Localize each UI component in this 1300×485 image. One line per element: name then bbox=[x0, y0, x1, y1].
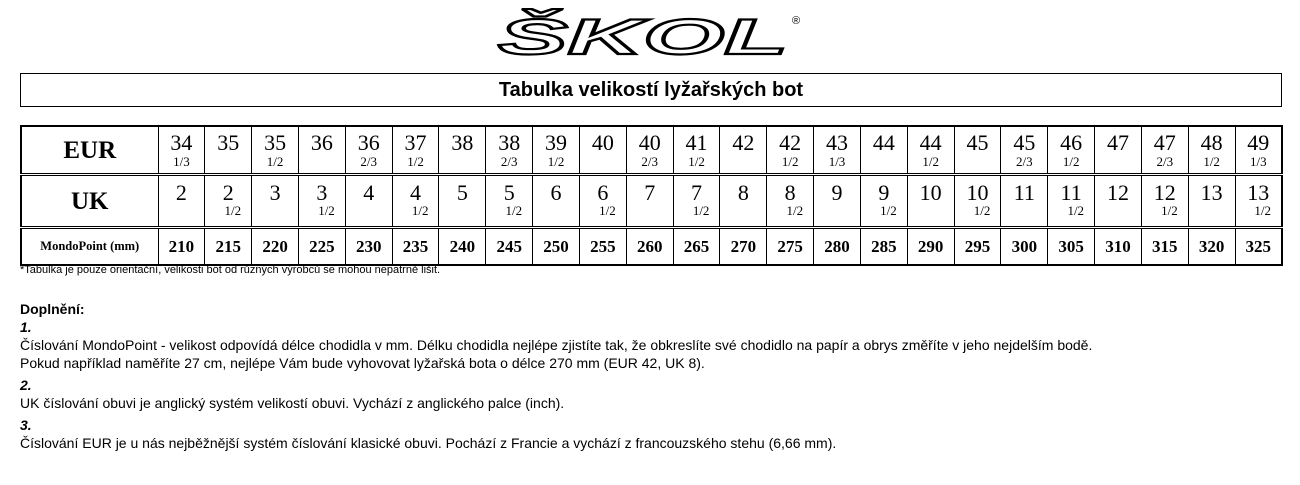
uk-size-whole: 13 bbox=[1200, 180, 1223, 205]
eur-size-cell bbox=[205, 126, 252, 175]
uk-size-fraction: 1/2 bbox=[318, 203, 335, 218]
uk-size-fraction: 1/2 bbox=[786, 203, 804, 218]
uk-row bbox=[21, 175, 1282, 228]
eur-row bbox=[21, 126, 1282, 175]
uk-size-cell bbox=[1001, 175, 1048, 228]
eur-size-fraction: 1/2 bbox=[547, 154, 565, 169]
row-label-uk: UK bbox=[21, 175, 158, 228]
eur-size-cell bbox=[814, 126, 861, 175]
mondopoint-cell: 245 bbox=[486, 228, 533, 266]
mondopoint-cell: 240 bbox=[439, 228, 486, 266]
mondopoint-cell: 280 bbox=[814, 228, 861, 266]
uk-size-cell bbox=[439, 175, 486, 228]
eur-size-whole: 37 bbox=[404, 130, 427, 155]
eur-size-fraction: 2/3 bbox=[1016, 154, 1033, 169]
uk-size-cell bbox=[1141, 175, 1188, 228]
addendum-item-text: Pokud například naměříte 27 cm, nejlépe Vám bude vyhovovat lyžařská bota o délce 270 mm (EUR 42, UK 8). bbox=[20, 355, 705, 371]
mondopoint-cell: 215 bbox=[205, 228, 252, 266]
uk-size-cell bbox=[533, 175, 580, 228]
uk-size-cell bbox=[907, 175, 954, 228]
mondopoint-cell: 295 bbox=[954, 228, 1001, 266]
uk-size-cell bbox=[1048, 175, 1095, 228]
uk-size-whole: 4 bbox=[363, 180, 375, 205]
eur-size-cell bbox=[954, 126, 1001, 175]
registered-mark: ® bbox=[792, 15, 801, 27]
eur-size-cell bbox=[392, 126, 439, 175]
addendum-item bbox=[20, 376, 1282, 416]
eur-size-whole: 42 bbox=[732, 130, 755, 155]
uk-size-cell bbox=[158, 175, 205, 228]
mondopoint-cell: 310 bbox=[1095, 228, 1142, 266]
eur-size-whole: 42 bbox=[779, 130, 802, 155]
row-label-eur: EUR bbox=[21, 126, 158, 175]
addendum-item-number: 1. bbox=[20, 319, 32, 335]
uk-size-whole: 3 bbox=[269, 180, 281, 205]
eur-size-cell bbox=[439, 126, 486, 175]
uk-size-fraction: 1/2 bbox=[1067, 203, 1085, 218]
uk-size-cell bbox=[954, 175, 1001, 228]
uk-size-cell bbox=[814, 175, 861, 228]
eur-size-whole: 35 bbox=[264, 130, 287, 155]
eur-size-whole: 38 bbox=[451, 130, 474, 155]
uk-size-cell bbox=[579, 175, 626, 228]
uk-size-whole: 8 bbox=[784, 180, 796, 205]
eur-size-fraction: 1/2 bbox=[781, 154, 799, 169]
eur-size-whole: 40 bbox=[591, 130, 614, 155]
uk-size-cell bbox=[486, 175, 533, 228]
mondopoint-cell: 210 bbox=[158, 228, 205, 266]
eur-size-fraction: 2/3 bbox=[1156, 154, 1174, 169]
mondopoint-cell: 225 bbox=[298, 228, 345, 266]
eur-size-cell bbox=[1048, 126, 1095, 175]
size-table bbox=[20, 125, 1283, 266]
addendum-item-text: Číslování MondoPoint - velikost odpovídá délce chodidla v mm. Délku chodidla nejlépe zjistíte tak, že obkreslíte své chodidlo na papír a obrys změříte v jeho nejdelším bodě. bbox=[20, 337, 1093, 353]
eur-size-fraction: 2/3 bbox=[500, 154, 518, 169]
addendum-item-text: UK číslování obuvi je anglický systém velikostí obuvi. Vychází z anglického palce (inch). bbox=[20, 395, 565, 411]
eur-size-fraction: 1/2 bbox=[407, 154, 424, 169]
eur-size-whole: 45 bbox=[1013, 130, 1036, 155]
eur-size-cell bbox=[1235, 126, 1282, 175]
uk-size-whole: 7 bbox=[644, 180, 656, 205]
uk-size-whole: 6 bbox=[597, 180, 609, 205]
mondopoint-cell: 320 bbox=[1188, 228, 1235, 266]
page-title: Tabulka velikostí lyžařských bot bbox=[20, 73, 1282, 107]
uk-size-cell bbox=[392, 175, 439, 228]
mondopoint-cell: 220 bbox=[252, 228, 299, 266]
uk-size-fraction: 1/2 bbox=[599, 203, 616, 218]
mondopoint-cell: 290 bbox=[907, 228, 954, 266]
addendum-item-number: 2. bbox=[20, 377, 32, 393]
mondopoint-cell: 255 bbox=[579, 228, 626, 266]
eur-size-cell bbox=[1188, 126, 1235, 175]
uk-size-whole: 3 bbox=[316, 180, 328, 205]
eur-size-whole: 47 bbox=[1153, 130, 1176, 155]
mondopoint-row bbox=[21, 228, 1282, 266]
eur-size-fraction: 2/3 bbox=[360, 154, 378, 169]
addendum-heading: Doplnění: bbox=[20, 301, 85, 317]
uk-size-whole: 7 bbox=[691, 180, 703, 205]
mondopoint-cell: 285 bbox=[860, 228, 907, 266]
eur-size-cell bbox=[767, 126, 814, 175]
eur-size-whole: 47 bbox=[1106, 130, 1129, 155]
uk-size-cell bbox=[345, 175, 392, 228]
uk-size-fraction: 1/2 bbox=[1161, 203, 1178, 218]
eur-size-whole: 34 bbox=[170, 130, 193, 155]
eur-size-fraction: 1/3 bbox=[828, 154, 846, 169]
eur-size-whole: 35 bbox=[217, 130, 240, 155]
uk-size-fraction: 1/2 bbox=[692, 203, 710, 218]
mondopoint-cell: 300 bbox=[1001, 228, 1048, 266]
mondopoint-cell: 230 bbox=[345, 228, 392, 266]
uk-size-cell bbox=[205, 175, 252, 228]
uk-size-whole: 5 bbox=[503, 180, 515, 205]
uk-size-whole: 13 bbox=[1247, 180, 1270, 205]
eur-size-cell bbox=[1001, 126, 1048, 175]
eur-size-cell bbox=[1095, 126, 1142, 175]
mondopoint-cell: 325 bbox=[1235, 228, 1282, 266]
eur-size-whole: 41 bbox=[685, 130, 708, 155]
uk-size-cell bbox=[252, 175, 299, 228]
uk-size-whole: 9 bbox=[831, 180, 843, 205]
eur-size-fraction: 1/2 bbox=[922, 154, 939, 169]
uk-size-whole: 10 bbox=[919, 180, 942, 205]
addendum bbox=[20, 300, 1282, 452]
mondopoint-cell: 235 bbox=[392, 228, 439, 266]
eur-size-whole: 39 bbox=[545, 130, 568, 155]
eur-size-whole: 36 bbox=[310, 130, 333, 155]
uk-size-cell bbox=[673, 175, 720, 228]
uk-size-whole: 12 bbox=[1153, 180, 1176, 205]
uk-size-whole: 11 bbox=[1060, 180, 1082, 205]
eur-size-cell bbox=[907, 126, 954, 175]
uk-size-cell bbox=[1095, 175, 1142, 228]
uk-size-whole: 2 bbox=[175, 180, 187, 205]
uk-size-whole: 10 bbox=[966, 180, 989, 205]
uk-size-whole: 8 bbox=[737, 180, 749, 205]
mondopoint-cell: 270 bbox=[720, 228, 767, 266]
addendum-item bbox=[20, 416, 1282, 452]
table-note: *Tabulka je pouze orientační, velikosti bot od různých výrobců se mohou nepatrně lišit. bbox=[20, 264, 441, 276]
eur-size-whole: 48 bbox=[1200, 130, 1223, 155]
eur-size-whole: 45 bbox=[966, 130, 989, 155]
uk-size-cell bbox=[1188, 175, 1235, 228]
eur-size-fraction: 1/2 bbox=[266, 154, 284, 169]
eur-size-fraction: 2/3 bbox=[641, 154, 658, 169]
mondopoint-cell: 305 bbox=[1048, 228, 1095, 266]
uk-size-fraction: 1/2 bbox=[880, 203, 897, 218]
eur-size-cell bbox=[486, 126, 533, 175]
mondopoint-cell: 260 bbox=[626, 228, 673, 266]
uk-size-whole: 4 bbox=[410, 180, 422, 205]
uk-size-whole: 9 bbox=[878, 180, 890, 205]
eur-size-fraction: 1/2 bbox=[688, 154, 705, 169]
uk-size-fraction: 1/2 bbox=[224, 203, 242, 218]
mondopoint-cell: 250 bbox=[533, 228, 580, 266]
uk-size-fraction: 1/2 bbox=[1254, 203, 1271, 218]
eur-size-whole: 36 bbox=[357, 130, 380, 155]
addendum-item bbox=[20, 318, 1282, 376]
addendum-items bbox=[20, 318, 1282, 452]
eur-size-cell bbox=[579, 126, 626, 175]
eur-size-cell bbox=[626, 126, 673, 175]
skol-logo bbox=[492, 8, 812, 60]
uk-size-cell bbox=[720, 175, 767, 228]
uk-size-whole: 5 bbox=[456, 180, 468, 205]
eur-size-cell bbox=[860, 126, 907, 175]
uk-size-whole: 12 bbox=[1106, 180, 1129, 205]
eur-size-cell bbox=[1141, 126, 1188, 175]
eur-size-fraction: 1/2 bbox=[1062, 154, 1080, 169]
eur-size-fraction: 1/3 bbox=[1249, 154, 1267, 169]
addendum-item-number: 3. bbox=[20, 417, 32, 433]
uk-size-whole: 6 bbox=[550, 180, 562, 205]
mondopoint-cell: 315 bbox=[1141, 228, 1188, 266]
eur-size-fraction: 1/3 bbox=[173, 154, 190, 169]
uk-size-whole: 2 bbox=[222, 180, 234, 205]
eur-size-cell bbox=[345, 126, 392, 175]
uk-size-cell bbox=[860, 175, 907, 228]
eur-size-whole: 40 bbox=[638, 130, 661, 155]
uk-size-cell bbox=[626, 175, 673, 228]
eur-size-cell bbox=[252, 126, 299, 175]
eur-size-whole: 49 bbox=[1247, 130, 1270, 155]
uk-size-whole: 11 bbox=[1013, 180, 1035, 205]
uk-size-cell bbox=[1235, 175, 1282, 228]
row-label-mondopoint: MondoPoint (mm) bbox=[21, 228, 158, 266]
eur-size-whole: 44 bbox=[872, 130, 895, 155]
eur-size-cell bbox=[298, 126, 345, 175]
uk-size-cell bbox=[767, 175, 814, 228]
uk-size-fraction: 1/2 bbox=[505, 203, 523, 218]
uk-size-fraction: 1/2 bbox=[411, 203, 429, 218]
eur-size-cell bbox=[673, 126, 720, 175]
eur-size-cell bbox=[158, 126, 205, 175]
eur-size-whole: 38 bbox=[498, 130, 521, 155]
uk-size-cell bbox=[298, 175, 345, 228]
logo-text: ŠKOL bbox=[498, 9, 637, 60]
eur-size-fraction: 1/2 bbox=[1203, 154, 1220, 169]
eur-size-whole: 44 bbox=[919, 130, 942, 155]
eur-size-whole: 43 bbox=[826, 130, 848, 155]
eur-size-cell bbox=[533, 126, 580, 175]
eur-size-whole: 46 bbox=[1060, 130, 1083, 155]
mondopoint-cell: 275 bbox=[767, 228, 814, 266]
uk-size-fraction: 1/2 bbox=[973, 203, 991, 218]
eur-size-cell bbox=[720, 126, 767, 175]
addendum-item-text: Číslování EUR je u nás nejběžnější systém číslování klasické obuvi. Pochází z Francie a vychází z francouzského stehu (6,66 mm). bbox=[20, 435, 837, 451]
mondopoint-cell: 265 bbox=[673, 228, 720, 266]
